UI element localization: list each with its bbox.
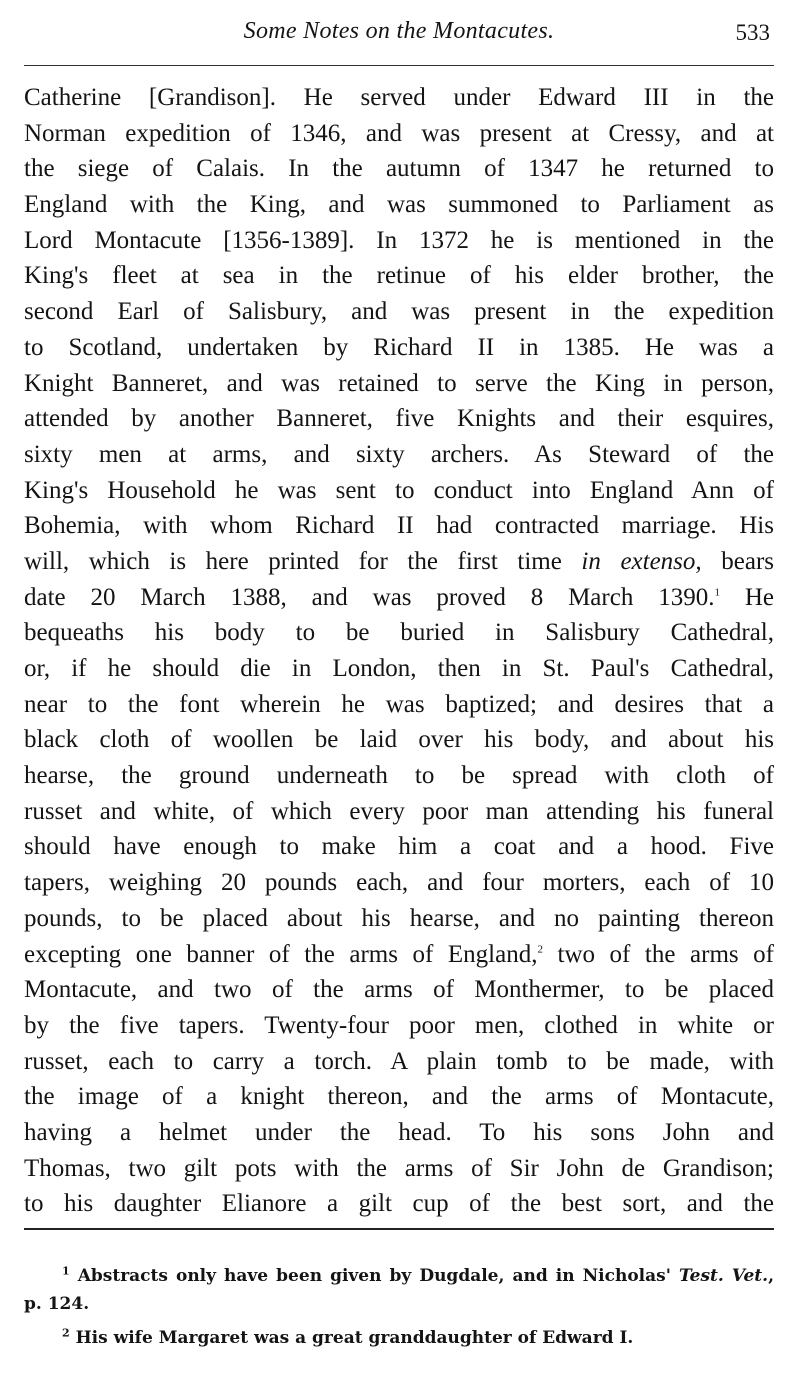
text-line: Norman expedition of 1346, and was present at Cressy, and at [24, 119, 774, 147]
text-line: King's Household he was sent to conduct into England Ann of [24, 476, 774, 504]
text-line: Montacute, and two of the arms of Monthermer, to be placed [24, 976, 774, 1004]
text-segment: two of the arms of [542, 940, 774, 968]
text-segment: will, which is here printed for the first time [24, 547, 582, 575]
footnote-text: Abstracts only have been given by Dugdale, and in Nicholas' [69, 1266, 679, 1286]
text-line: pounds, to be placed about his hearse, and no painting thereon [24, 904, 774, 932]
page-number: 533 [735, 20, 770, 45]
text-line: attended by another Banneret, five Knights and their esquires, [24, 405, 774, 433]
footnote-1-continuation: p. 124. [24, 1294, 90, 1314]
text-segment: date 20 March 1388, and was proved 8 March 1390. [24, 583, 715, 611]
text-line: sixty men at arms, and sixty archers. As Steward of the [24, 440, 774, 468]
text-line-with-italic [24, 544, 774, 580]
footnote-marker-1: 1 [62, 1264, 70, 1278]
text-line-with-footnote-ref [24, 580, 774, 616]
text-segment: bears [701, 547, 775, 575]
page-header [24, 18, 774, 52]
text-line: second Earl of Salisbury, and was present in the expedition [24, 298, 774, 326]
text-line: Bohemia, with whom Richard II had contracted marriage. His [24, 512, 774, 540]
text-line: or, if he should die in London, then in St. Paul's Cathedral, [24, 655, 774, 682]
footnote-rule [24, 1228, 774, 1230]
text-line: to his daughter Elianore a gilt cup of the best sort, and the [24, 1190, 774, 1218]
footnote-text: , [768, 1266, 775, 1286]
footnote-ref-2[interactable]: 2 [537, 943, 543, 956]
footnote-text: His wife Margaret was a great granddaughter of Edward I. [69, 1328, 634, 1348]
text-line: Lord Montacute [1356-1389]. In 1372 he is mentioned in the [24, 226, 774, 254]
text-line: King's fleet at sea in the retinue of his elder brother, the [24, 262, 774, 290]
text-line: to Scotland, undertaken by Richard II in 1385. He was a [24, 333, 774, 361]
footnote-2 [24, 1324, 774, 1352]
text-line-with-footnote-ref [24, 937, 774, 973]
text-line: bequeaths his body to be buried in Salisbury Cathedral, [24, 619, 774, 647]
footnote-italic-title: Test. Vet. [678, 1266, 769, 1286]
text-line: having a helmet under the head. To his sons John and [24, 1118, 774, 1146]
footnotes [24, 1262, 774, 1352]
text-line: hearse, the ground underneath to be spread with cloth of [24, 762, 774, 790]
text-line: the siege of Calais. In the autumn of 1347 he returned to [24, 155, 774, 183]
footnote-ref-1[interactable]: 1 [714, 586, 720, 599]
text-line: russet, each to carry a torch. A plain tomb to be made, with [24, 1047, 774, 1075]
text-line: should have enough to make him a coat and a hood. Five [24, 833, 774, 861]
italic-phrase: in extenso, [581, 547, 702, 575]
text-line: Knight Banneret, and was retained to serve the King in person, [24, 369, 774, 397]
text-segment: He [719, 583, 775, 611]
footnote-marker-2: 2 [62, 1326, 70, 1340]
text-line: the image of a knight thereon, and the arms of Montacute, [24, 1083, 774, 1111]
text-line: black cloth of woollen be laid over his body, and about his [24, 726, 774, 754]
running-title: Some Notes on the Montacutes. [243, 18, 555, 44]
text-line: Catherine [Grandison]. He served under Edward III in the [24, 84, 774, 111]
text-line: England with the King, and was summoned to Parliament as [24, 191, 774, 219]
text-line: tapers, weighing 20 pounds each, and four morters, each of 10 [24, 869, 774, 897]
text-line: russet and white, of which every poor man attending his funeral [24, 797, 774, 825]
text-line: Thomas, two gilt pots with the arms of Sir John de Grandison; [24, 1154, 774, 1182]
header-rule [24, 65, 774, 66]
footnote-1 [24, 1262, 774, 1290]
text-line: near to the font wherein he was baptized; and desires that a [24, 690, 774, 718]
body-text [24, 80, 774, 1222]
text-segment: excepting one banner of the arms of England, [24, 940, 538, 968]
text-line: by the five tapers. Twenty-four poor men, clothed in white or [24, 1011, 774, 1039]
